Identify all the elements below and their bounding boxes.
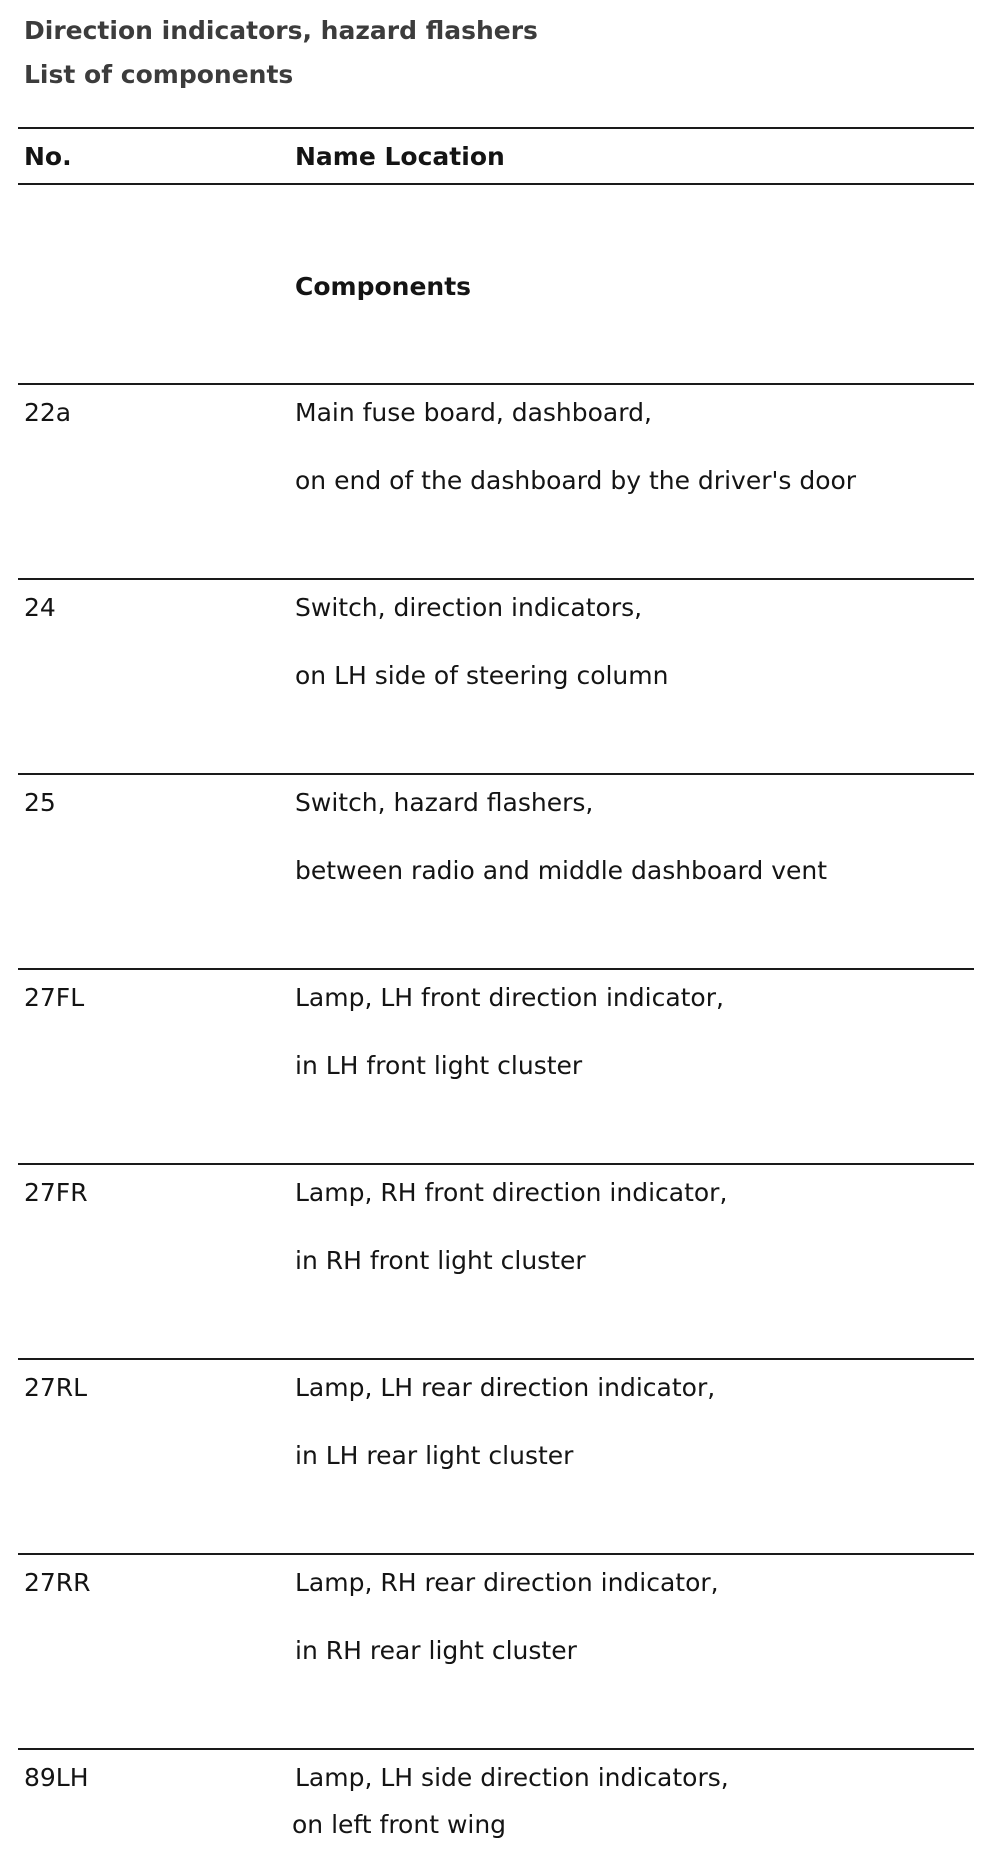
row-component-location: on end of the dashboard by the driver's door: [295, 466, 857, 495]
row-number: 24: [24, 593, 56, 622]
section-heading-components: Components: [295, 272, 472, 301]
column-header-name-location: Name Location: [295, 142, 505, 171]
row-divider: [18, 1358, 974, 1360]
row-number: 27FL: [24, 983, 85, 1012]
row-divider: [18, 1748, 974, 1750]
row-number: 27RR: [24, 1568, 91, 1597]
row-component-name: Switch, hazard flashers,: [295, 788, 594, 817]
header-bottom-rule: [18, 183, 974, 185]
row-component-name: Main fuse board, dashboard,: [295, 398, 652, 427]
row-divider: [18, 968, 974, 970]
document-subtitle: List of components: [24, 60, 294, 89]
row-component-location: in RH rear light cluster: [295, 1636, 577, 1665]
row-component-location: between radio and middle dashboard vent: [295, 856, 828, 885]
row-divider: [18, 1163, 974, 1165]
row-number: 25: [24, 788, 56, 817]
row-component-name: Lamp, LH rear direction indicator,: [295, 1373, 716, 1402]
row-component-location: in RH front light cluster: [295, 1246, 586, 1275]
row-component-location: on LH side of steering column: [295, 661, 669, 690]
row-component-name: Switch, direction indicators,: [295, 593, 643, 622]
row-number: 22a: [24, 398, 72, 427]
row-divider: [18, 1553, 974, 1555]
row-divider: [18, 773, 974, 775]
column-header-no: No.: [24, 142, 72, 171]
row-component-name: Lamp, RH front direction indicator,: [295, 1178, 728, 1207]
document-title: Direction indicators, hazard flashers: [24, 16, 538, 45]
row-number: 27RL: [24, 1373, 88, 1402]
row-divider: [18, 578, 974, 580]
row-number: 89LH: [24, 1763, 89, 1792]
row-component-location: in LH front light cluster: [295, 1051, 583, 1080]
row-component-location: in LH rear light cluster: [295, 1441, 574, 1470]
row-component-location: on left front wing: [292, 1810, 507, 1839]
table-top-rule: [18, 127, 974, 129]
row-component-name: Lamp, LH side direction indicators,: [295, 1763, 729, 1792]
row-number: 27FR: [24, 1178, 88, 1207]
row-component-name: Lamp, LH front direction indicator,: [295, 983, 724, 1012]
row-divider: [18, 383, 974, 385]
row-component-name: Lamp, RH rear direction indicator,: [295, 1568, 719, 1597]
